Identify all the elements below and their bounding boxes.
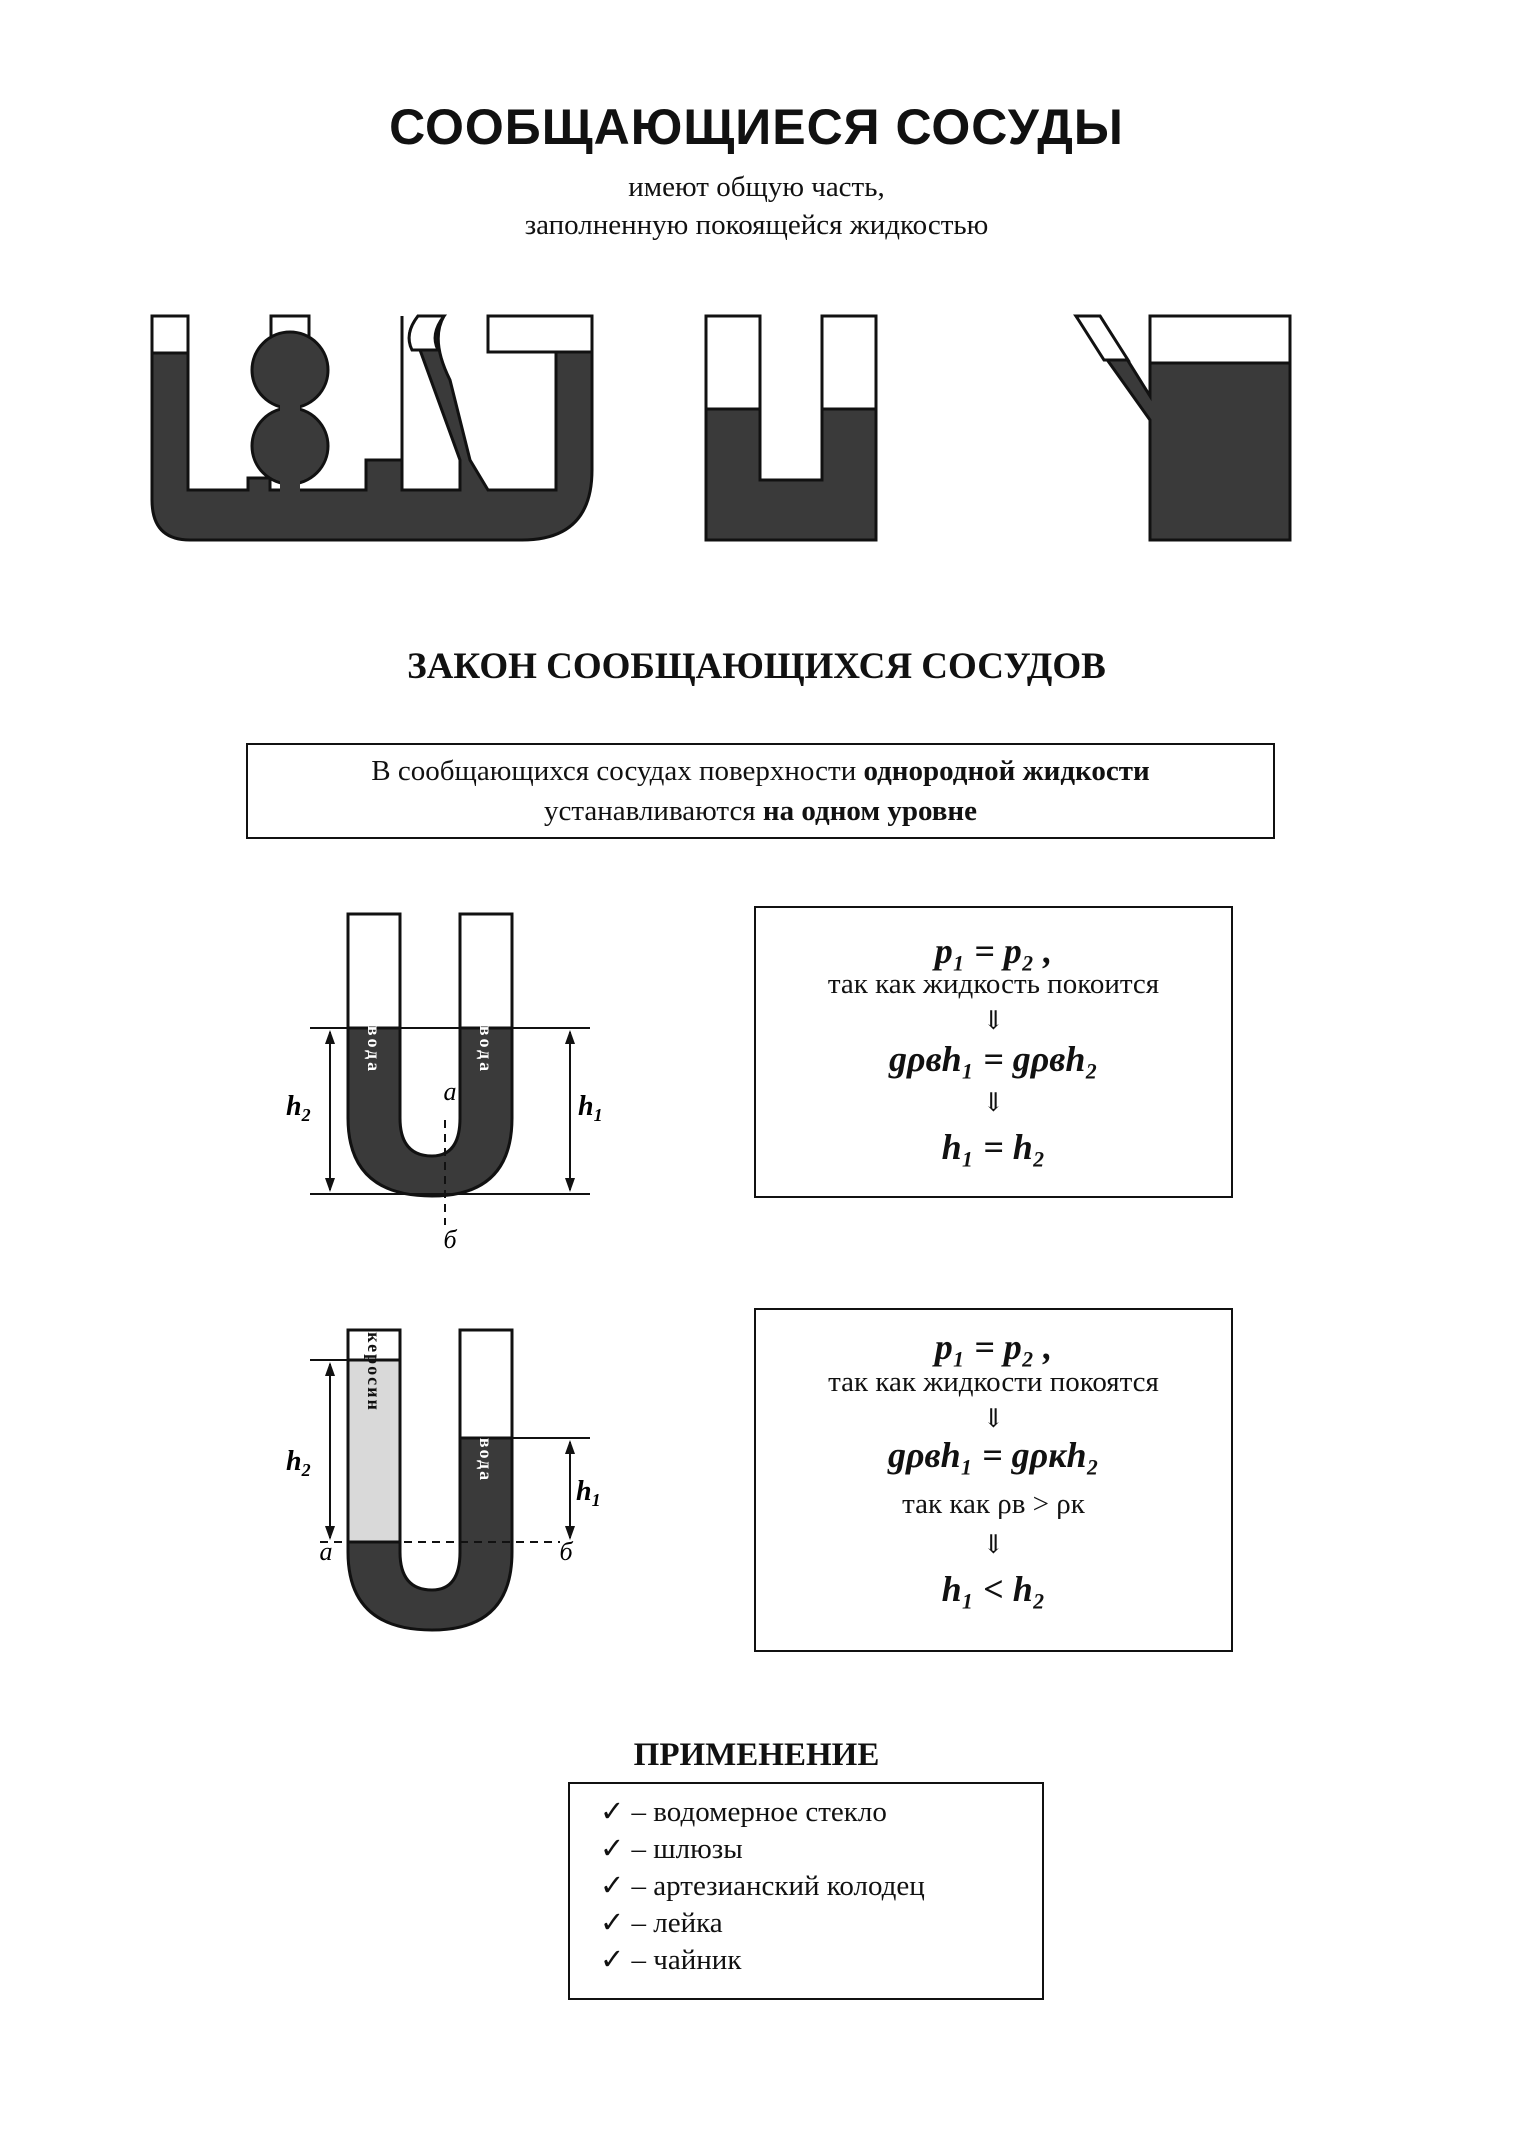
u-tube-1-right-empty [460,914,512,1028]
arrow-h1-up-2 [565,1440,575,1454]
law-statement-box [246,743,1275,839]
formula-2-line-1: p₁ = p₂ , [934,1327,1053,1367]
formula-1-line-3: gρвh₁ = gρвh₂ [889,1039,1098,1079]
formula-1-arrow-1: ⇓ [982,1006,1005,1035]
application-item: ✓ – шлюзы [600,1833,743,1865]
point-b-label-2: б [559,1537,573,1566]
vessel-group-3-wide-empty [1150,316,1290,363]
vessel-group-3-slant-empty [1076,316,1128,360]
formula-1-line-1: p₁ = p₂ , [934,931,1053,971]
arrow-h1-down [565,1178,575,1192]
formula-2-arrow-1: ⇓ [982,1404,1005,1433]
arrow-h1-up [565,1030,575,1044]
h2-label-1: $h_2$ [286,1091,311,1125]
vessels-illustration [0,0,1513,560]
vessel-1-empty [152,316,188,353]
application-item: ✓ – водомерное стекло [600,1796,887,1828]
left-tube-label-1: вода [364,1025,384,1075]
arrow-h2-up-2 [325,1362,335,1376]
application-item: ✓ – чайник [600,1944,742,1976]
arrow-h2-down [325,1178,335,1192]
u-tube-1-left-empty [348,914,400,1028]
law-title: ЗАКОН СООБЩАЮЩИХСЯ СОСУДОВ [407,646,1106,687]
h2-label-2: $h_2$ [286,1446,311,1480]
formula-1-arrow-2: ⇓ [982,1088,1005,1117]
law-statement-line-2: устанавливаются на одном уровне [543,795,978,827]
formula-box-1 [754,906,1233,1198]
point-a-label-2: а [319,1537,333,1566]
vessel-2-stem [280,400,300,495]
u-tube-water-diagram [260,900,603,1260]
application-list [568,1782,1044,2000]
right-tube-label-1: вода [476,1025,496,1075]
right-tube-label-2: вода [476,1437,496,1483]
u-tube-2-right-empty [460,1330,512,1438]
formula-1-line-4: h₁ = h₂ [941,1127,1046,1167]
subtitle-line-1: имеют общую часть, [628,171,885,203]
vessel-4-empty [488,316,592,352]
formula-2-line-2: так как жидкости покоятся [828,1366,1159,1398]
formula-2-arrow-2: ⇓ [982,1530,1005,1559]
arrow-h2-up [325,1030,335,1044]
u-tube-kerosene-diagram [260,1320,600,1640]
formula-box-2 [754,1308,1233,1652]
h1-label-1: $h_1$ [578,1091,603,1125]
formula-2-line-4: так как ρв > ρк [902,1488,1085,1520]
formula-1-line-2: так как жидкость покоится [827,968,1160,1000]
point-a-label-1: а [443,1077,457,1106]
page-title: СООБЩАЮЩИЕСЯ СОСУДЫ [389,99,1124,155]
h1-label-2: $h_1$ [576,1476,601,1510]
law-statement-line-1: В сообщающихся сосудах поверхности однородной жидкости [371,755,1150,787]
left-tube-label-2: керосин [364,1332,384,1412]
vessel-group-2-right-empty [822,316,876,409]
application-title: ПРИМЕНЕНИЕ [633,1737,880,1773]
formula-2-line-3: gρвh₁ = gρкh₂ [887,1435,1100,1475]
application-item: ✓ – артезианский колодец [600,1870,925,1902]
formula-2-line-5: h₁ < h₂ [941,1569,1046,1609]
subtitle-line-2: заполненную покоящейся жидкостью [524,209,989,241]
application-item: ✓ – лейка [600,1907,723,1939]
vessel-2-bulb-top [252,332,328,408]
vessel-group-2-left-empty [706,316,760,409]
point-b-label-1: б [443,1225,457,1254]
